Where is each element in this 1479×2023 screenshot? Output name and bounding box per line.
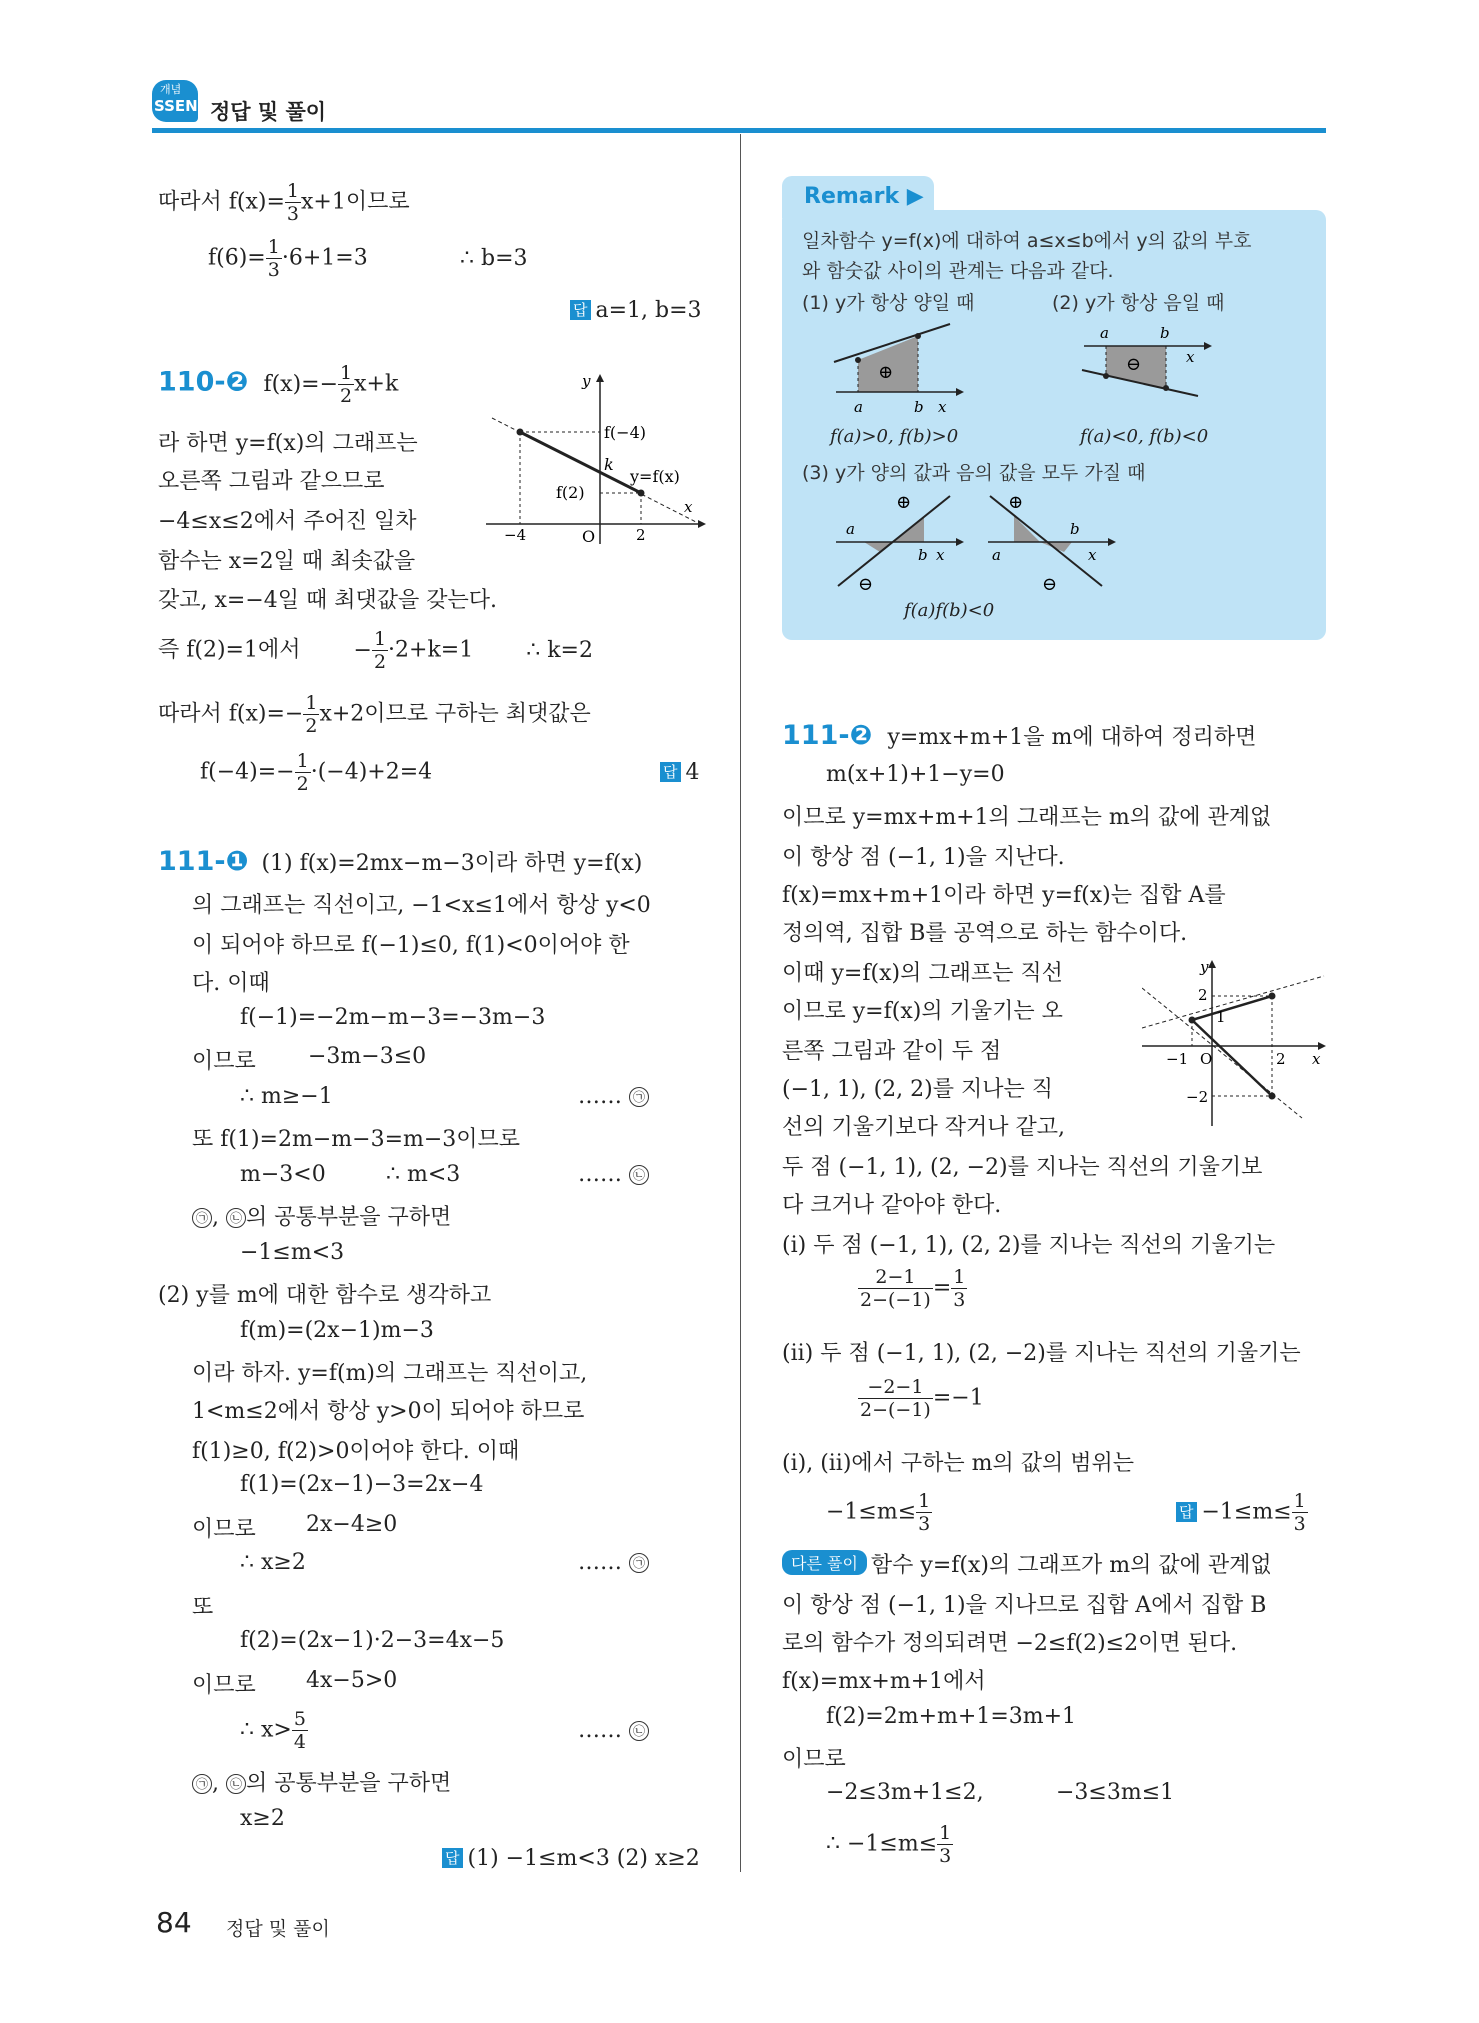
logo-top-text: 개념 <box>160 83 182 96</box>
svg-text:⊖: ⊖ <box>1042 574 1058 595</box>
text-line: (i), (ii)에서 구하는 m의 값의 범위는 <box>782 1451 1135 1476</box>
label: f(−4) <box>604 423 646 442</box>
remark-graph-mixed-2 <box>980 490 1120 596</box>
axis-label: y <box>582 372 591 390</box>
text-line: (2) y를 m에 대한 함수로 생각하고 <box>158 1283 492 1308</box>
text-line: 이므로 y=mx+m+1의 그래프는 m의 값에 관계없 <box>782 805 1272 830</box>
label: f(2) <box>556 483 585 502</box>
remark-caption-2: f(a)<0, f(b)<0 <box>1080 426 1209 447</box>
math-line: −2≤3m+1≤2, <box>826 1780 984 1805</box>
text-line: 이 항상 점 (−1, 1)을 지나므로 집합 A에서 집합 B <box>782 1593 1267 1618</box>
text-line: 이 항상 점 (−1, 1)을 지난다. <box>782 845 1065 870</box>
header-title: 정답 및 풀이 <box>210 100 327 124</box>
math-line: 즉 f(2)=1에서 − $\frac{1}{2}$ ·2+k=1 ∴ k=2 <box>158 628 593 673</box>
math-line: 2x−4≥0 <box>306 1512 398 1537</box>
label: k <box>604 455 614 474</box>
svg-text:−2: −2 <box>1186 1088 1209 1106</box>
math-line: −3≤3m≤1 <box>1056 1780 1175 1805</box>
plus-sign: ⊕ <box>878 362 894 383</box>
svg-text:b: b <box>918 546 928 564</box>
remark-caption-3: f(a)f(b)<0 <box>904 600 995 621</box>
math-line: f(m)=(2x−1)m−3 <box>240 1318 434 1343</box>
svg-text:⊕: ⊕ <box>1008 492 1024 513</box>
graph-110 <box>486 372 708 544</box>
math-line: ∴ x≥2 <box>240 1550 306 1575</box>
svg-text:a: a <box>846 520 855 538</box>
marker: …… ㉠ <box>578 1084 649 1109</box>
problem-111-1: 111-❶ (1) f(x)=2mx−m−3이라 하면 y=f(x) <box>158 846 643 877</box>
svg-text:x: x <box>1312 1050 1321 1068</box>
text-line: 정의역, 집합 B를 공역으로 하는 함수이다. <box>782 921 1188 946</box>
text-line: 오른쪽 그림과 같으므로 <box>158 469 385 494</box>
minus-sign: ⊖ <box>1126 354 1142 375</box>
math-line: $\frac{-2-1}{2-(-1)}$ =−1 <box>860 1376 984 1421</box>
text-line: 이라 하자. y=f(m)의 그래프는 직선이고, <box>192 1361 588 1386</box>
svg-text:a: a <box>992 546 1001 564</box>
text-line: (i) 두 점 (−1, 1), (2, 2)를 지나는 직선의 기울기는 <box>782 1233 1276 1258</box>
math-line: 따라서 f(x)=− $\frac{1}{2}$ x+2이므로 구하는 최댓값은 <box>158 692 591 737</box>
axis-label: x <box>684 498 693 516</box>
remark-case-3: (3) y가 양의 값과 음의 값을 모두 가질 때 <box>802 462 1146 484</box>
svg-text:x: x <box>1088 546 1097 564</box>
svg-text:O: O <box>1200 1050 1213 1068</box>
header-rule <box>152 128 1326 133</box>
remark-case-1: (1) y가 항상 양일 때 <box>802 292 975 314</box>
svg-text:2: 2 <box>1198 986 1208 1004</box>
column-divider <box>740 134 741 1872</box>
origin: O <box>582 527 596 544</box>
math-line: ∴ m<3 <box>386 1162 461 1187</box>
remark-graph-positive <box>828 316 968 416</box>
text-line: 또 f(1)=2m−m−3=m−3이므로 <box>192 1127 521 1152</box>
text-line: 선의 기울기보다 작거나 같고, <box>782 1115 1065 1140</box>
remark-graph-mixed-1 <box>828 490 968 596</box>
svg-text:x: x <box>938 398 947 416</box>
problem-110: 110-❷ f(x)=− $\frac{1}{2}$ x+k <box>158 362 399 407</box>
text-line: f(x)=mx+m+1에서 <box>782 1669 986 1694</box>
math-line: f(−1)=−2m−m−3=−3m−3 <box>240 1005 546 1030</box>
answer: 답 a=1, b=3 <box>570 298 702 323</box>
text-line: 른쪽 그림과 같이 두 점 <box>782 1039 1002 1064</box>
math-line: x≥2 <box>240 1806 285 1831</box>
math-line: ∴ −1≤m≤ $\frac{1}{3}$ <box>826 1822 952 1867</box>
text-line: 따라서 f(x)= $\frac{1}{3}$ x+1이므로 <box>158 180 410 225</box>
math-line: ∴ m≥−1 <box>240 1084 333 1109</box>
answer: 답 −1≤m≤ $\frac{1}{3}$ <box>1176 1490 1308 1535</box>
graph-111-2 <box>1142 958 1328 1128</box>
page-number: 84 <box>156 1906 192 1939</box>
remark-title: Remark ▶ <box>804 184 924 209</box>
svg-text:1: 1 <box>1216 1008 1226 1026</box>
text-line: 이므로 <box>192 1049 256 1074</box>
svg-text:x: x <box>936 546 945 564</box>
svg-text:⊕: ⊕ <box>896 492 912 513</box>
svg-text:a: a <box>854 398 863 416</box>
math-line: ∴ b=3 <box>460 246 528 271</box>
remark-case-2: (2) y가 항상 음일 때 <box>1052 292 1225 314</box>
svg-text:a: a <box>1100 324 1109 342</box>
logo-main-text: SSEN <box>154 97 198 115</box>
tick-label: 2 <box>636 526 646 544</box>
marker: …… ㉡ <box>578 1162 649 1187</box>
remark-line: 와 함숫값 사이의 관계는 다음과 같다. <box>802 260 1114 282</box>
math-line: ∴ x> $\frac{5}{4}$ <box>240 1708 306 1753</box>
text-line: 이때 y=f(x)의 그래프는 직선 <box>782 961 1063 986</box>
text-line: 다. 이때 <box>192 971 270 996</box>
text-line: 이므로 <box>782 1747 846 1772</box>
text-line: 두 점 (−1, 1), (2, −2)를 지나는 직선의 기울기보 <box>782 1155 1263 1180</box>
math-line: −3m−3≤0 <box>308 1044 427 1069</box>
tick-label: −4 <box>504 526 527 544</box>
text-line: 또 <box>192 1595 214 1620</box>
svg-text:2: 2 <box>1276 1050 1286 1068</box>
svg-text:b: b <box>914 398 924 416</box>
math-line: −1≤m<3 <box>240 1240 345 1265</box>
text-line: 이므로 <box>192 1517 256 1542</box>
svg-text:b: b <box>1160 324 1170 342</box>
svg-text:−1: −1 <box>1166 1050 1189 1068</box>
math-line: −1≤m≤ $\frac{1}{3}$ <box>826 1490 931 1535</box>
text-line: 이므로 y=f(x)의 기울기는 오 <box>782 999 1063 1024</box>
text-line: ㉠ , ㉡ 의 공통부분을 구하면 <box>192 1200 451 1231</box>
math-line: m(x+1)+1−y=0 <box>826 762 1005 787</box>
svg-text:⊖: ⊖ <box>858 574 874 595</box>
remark-graph-negative <box>1076 320 1216 420</box>
answer: 답 4 <box>660 760 700 785</box>
marker: …… ㉠ <box>578 1550 649 1575</box>
math-line: f(2)=2m+m+1=3m+1 <box>826 1704 1077 1729</box>
label: y=f(x) <box>630 467 680 486</box>
math-line: f(−4)=− $\frac{1}{2}$ ·(−4)+2=4 <box>200 750 433 795</box>
alt-solution: 다른 풀이 함수 y=f(x)의 그래프가 m의 값에 관계없 <box>782 1548 1272 1579</box>
text-line: 의 그래프는 직선이고, −1<x≤1에서 항상 y<0 <box>192 893 651 918</box>
text-line: 로의 함수가 정의되려면 −2≤f(2)≤2이면 된다. <box>782 1631 1238 1656</box>
math-line: m−3<0 <box>240 1162 326 1187</box>
answer: 답 (1) −1≤m<3 (2) x≥2 <box>442 1846 700 1871</box>
text-line: (−1, 1), (2, 2)를 지나는 직 <box>782 1077 1053 1102</box>
marker: …… ㉡ <box>578 1718 649 1743</box>
svg-text:b: b <box>1070 520 1080 538</box>
remark-line: 일차함수 y=f(x)에 대하여 a≤x≤b에서 y의 값의 부호 <box>802 230 1252 252</box>
text-line: 함수는 x=2일 때 최솟값을 <box>158 549 416 574</box>
svg-text:y: y <box>1200 958 1209 976</box>
text-line: 다 크거나 같아야 한다. <box>782 1193 1002 1218</box>
remark-caption-1: f(a)>0, f(b)>0 <box>830 426 959 447</box>
math-line: f(2)=(2x−1)·2−3=4x−5 <box>240 1628 505 1653</box>
svg-text:x: x <box>1186 348 1195 366</box>
math-line: f(6)= $\frac{1}{3}$ ·6+1=3 <box>208 236 368 281</box>
footer-label: 정답 및 풀이 <box>226 1918 330 1940</box>
problem-111-2: 111-❷ y=mx+m+1을 m에 대하여 정리하면 <box>782 720 1257 751</box>
text-line: 1<m≤2에서 항상 y>0이 되어야 하므로 <box>192 1399 585 1424</box>
text-line: (ii) 두 점 (−1, 1), (2, −2)를 지나는 직선의 기울기는 <box>782 1341 1301 1366</box>
math-line: $\frac{2-1}{2-(-1)}$ = $\frac{1}{3}$ <box>860 1266 966 1311</box>
text-line: −4≤x≤2에서 주어진 일차 <box>158 509 417 534</box>
fraction: $\frac{1}{3}$ <box>286 180 299 225</box>
text-line: 라 하면 y=f(x)의 그래프는 <box>158 431 418 456</box>
math-line: 4x−5>0 <box>306 1668 398 1693</box>
text-line: f(1)≥0, f(2)>0이어야 한다. 이때 <box>192 1439 520 1464</box>
math-line: f(1)=(2x−1)−3=2x−4 <box>240 1472 484 1497</box>
text-line: 이 되어야 하므로 f(−1)≤0, f(1)<0이어야 한 <box>192 933 630 958</box>
text-line: 갖고, x=−4일 때 최댓값을 갖는다. <box>158 588 498 613</box>
text-line: ㉠ , ㉡ 의 공통부분을 구하면 <box>192 1766 451 1797</box>
text-line: f(x)=mx+m+1이라 하면 y=f(x)는 집합 A를 <box>782 883 1226 908</box>
text-line: 이므로 <box>192 1673 256 1698</box>
